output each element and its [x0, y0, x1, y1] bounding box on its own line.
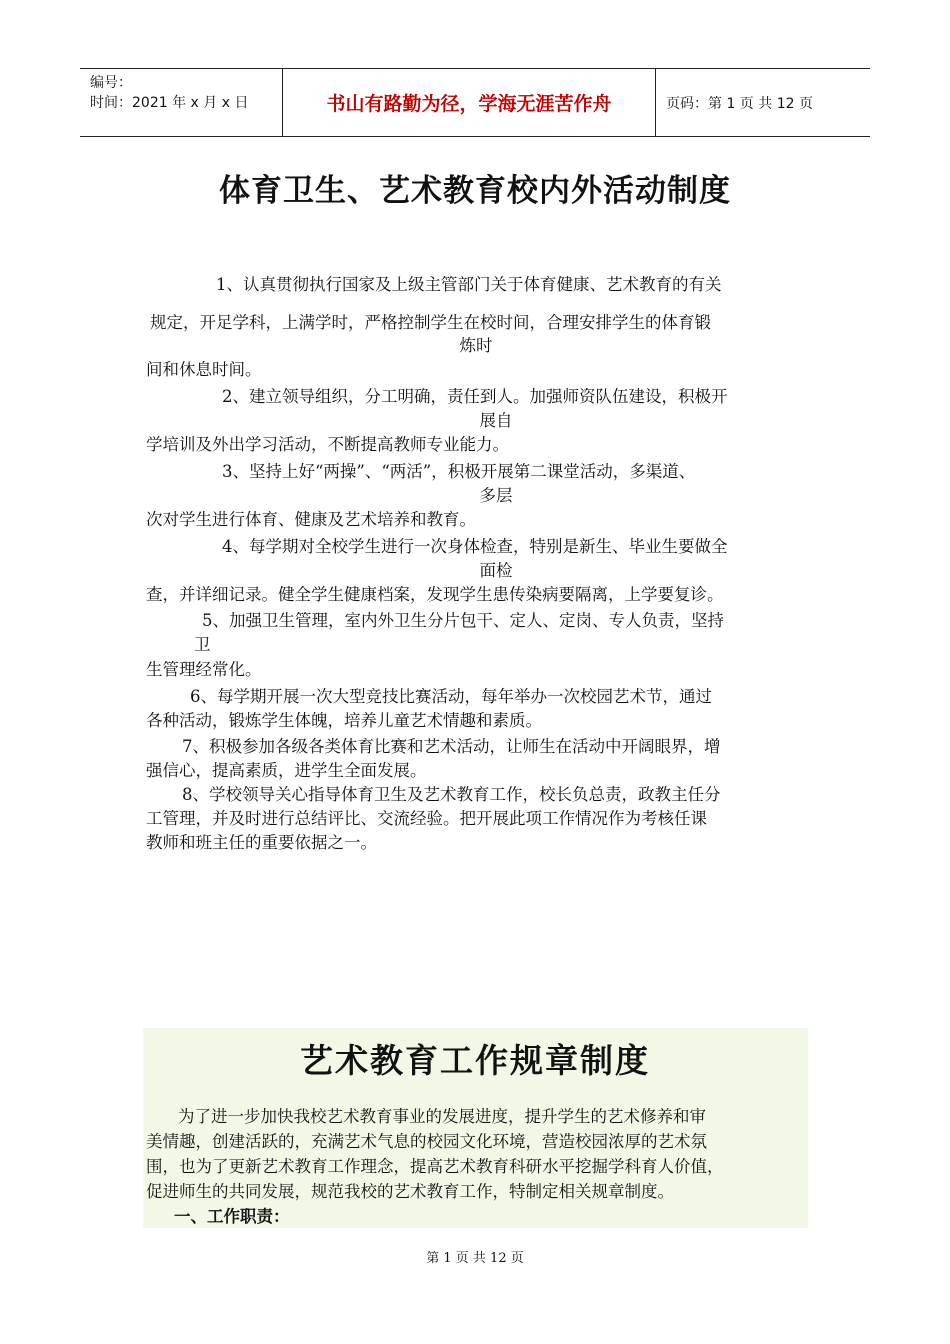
- header-table: [80, 68, 870, 137]
- paragraph-line: 美情趣，创建活跃的，充满艺术气息的校园文化环境，营造校园浓厚的艺术氛: [146, 1132, 707, 1151]
- paragraph-line: 面检: [479, 561, 513, 580]
- doc-title-2: 艺术教育工作规章制度: [300, 1041, 650, 1080]
- paragraph-line: 多层: [479, 486, 513, 505]
- paragraph-line: 查，并详细记录。健全学生健康档案，发现学生患传染病要隔离，上学要复诊。: [146, 585, 724, 604]
- doc-title: 体育卫生、艺术教育校内外活动制度: [219, 173, 731, 209]
- paragraph-line: 生管理经常化。: [146, 660, 262, 679]
- motto: 书山有路勤为径，学海无涯苦作舟: [282, 69, 656, 136]
- serial-label: 编号：: [90, 75, 132, 91]
- paragraph-line: 8、学校领导关心指导体育卫生及艺术教育工作，校长负总责，政教主任分: [182, 785, 721, 804]
- paragraph-line: 次对学生进行体育、健康及艺术培养和教育。: [146, 510, 476, 529]
- paragraph-line: 2、建立领导组织，分工明确，责任到人。加强师资队伍建设，积极开: [222, 387, 728, 406]
- page-info: 页码：第 1 页 共 12 页: [666, 95, 813, 112]
- paragraph-line: 4、每学期对全校学生进行一次身体检查，特别是新生、毕业生要做全: [222, 537, 728, 556]
- page-footer: 第 1 页 共 12 页: [426, 1251, 524, 1266]
- paragraph-line: 规定，开足学科，上满学时，严格控制学生在校时间，合理安排学生的体育锻: [150, 313, 711, 332]
- paragraph-line: 围，也为了更新艺术教育工作理念，提高艺术教育科研水平挖掘学科育人价值，: [146, 1157, 724, 1176]
- paragraph-line: 各种活动，锻炼学生体魄，培养儿童艺术情趣和素质。: [146, 711, 542, 730]
- header-meta: [80, 69, 282, 136]
- paragraph-line: 5、加强卫生管理，室内外卫生分片包干、定人、定岗、专人负责，坚持: [202, 611, 724, 630]
- paragraph-line: 6、每学期开展一次大型竞技比赛活动，每年举办一次校园艺术节，通过: [190, 687, 712, 706]
- paragraph-line: 1、认真贯彻执行国家及上级主管部门关于体育健康、艺术教育的有关: [216, 275, 722, 294]
- time-label: 时间：2021 年 x 月 x 日: [90, 95, 249, 111]
- paragraph-line: 卫: [194, 635, 211, 654]
- paragraph-line: 强信心，提高素质，进学生全面发展。: [146, 761, 427, 780]
- paragraph-line: 展自: [479, 411, 513, 430]
- paragraph-line: 3、坚持上好“两操”、“两活”，积极开展第二课堂活动，多渠道、: [222, 462, 696, 481]
- paragraph-line: 教师和班主任的重要依据之一。: [146, 833, 377, 852]
- paragraph-line: 学培训及外出学习活动，不断提高教师专业能力。: [146, 435, 509, 454]
- paragraph-line: 促进师生的共同发展，规范我校的艺术教育工作，特制定相关规章制度。: [146, 1182, 674, 1201]
- paragraph-line: 工管理，并及时进行总结评比、交流经验。把开展此项工作情况作为考核任课: [146, 809, 707, 828]
- section-heading: 一、工作职责：: [174, 1207, 290, 1226]
- paragraph-line: 炼时: [459, 336, 493, 355]
- paragraph-line: 7、积极参加各级各类体育比赛和艺术活动，让师生在活动中开阔眼界，增: [182, 737, 721, 756]
- paragraph-line: 为了进一步加快我校艺术教育事业的发展进度，提升学生的艺术修养和审: [178, 1107, 706, 1126]
- paragraph-line: 间和休息时间。: [146, 360, 262, 379]
